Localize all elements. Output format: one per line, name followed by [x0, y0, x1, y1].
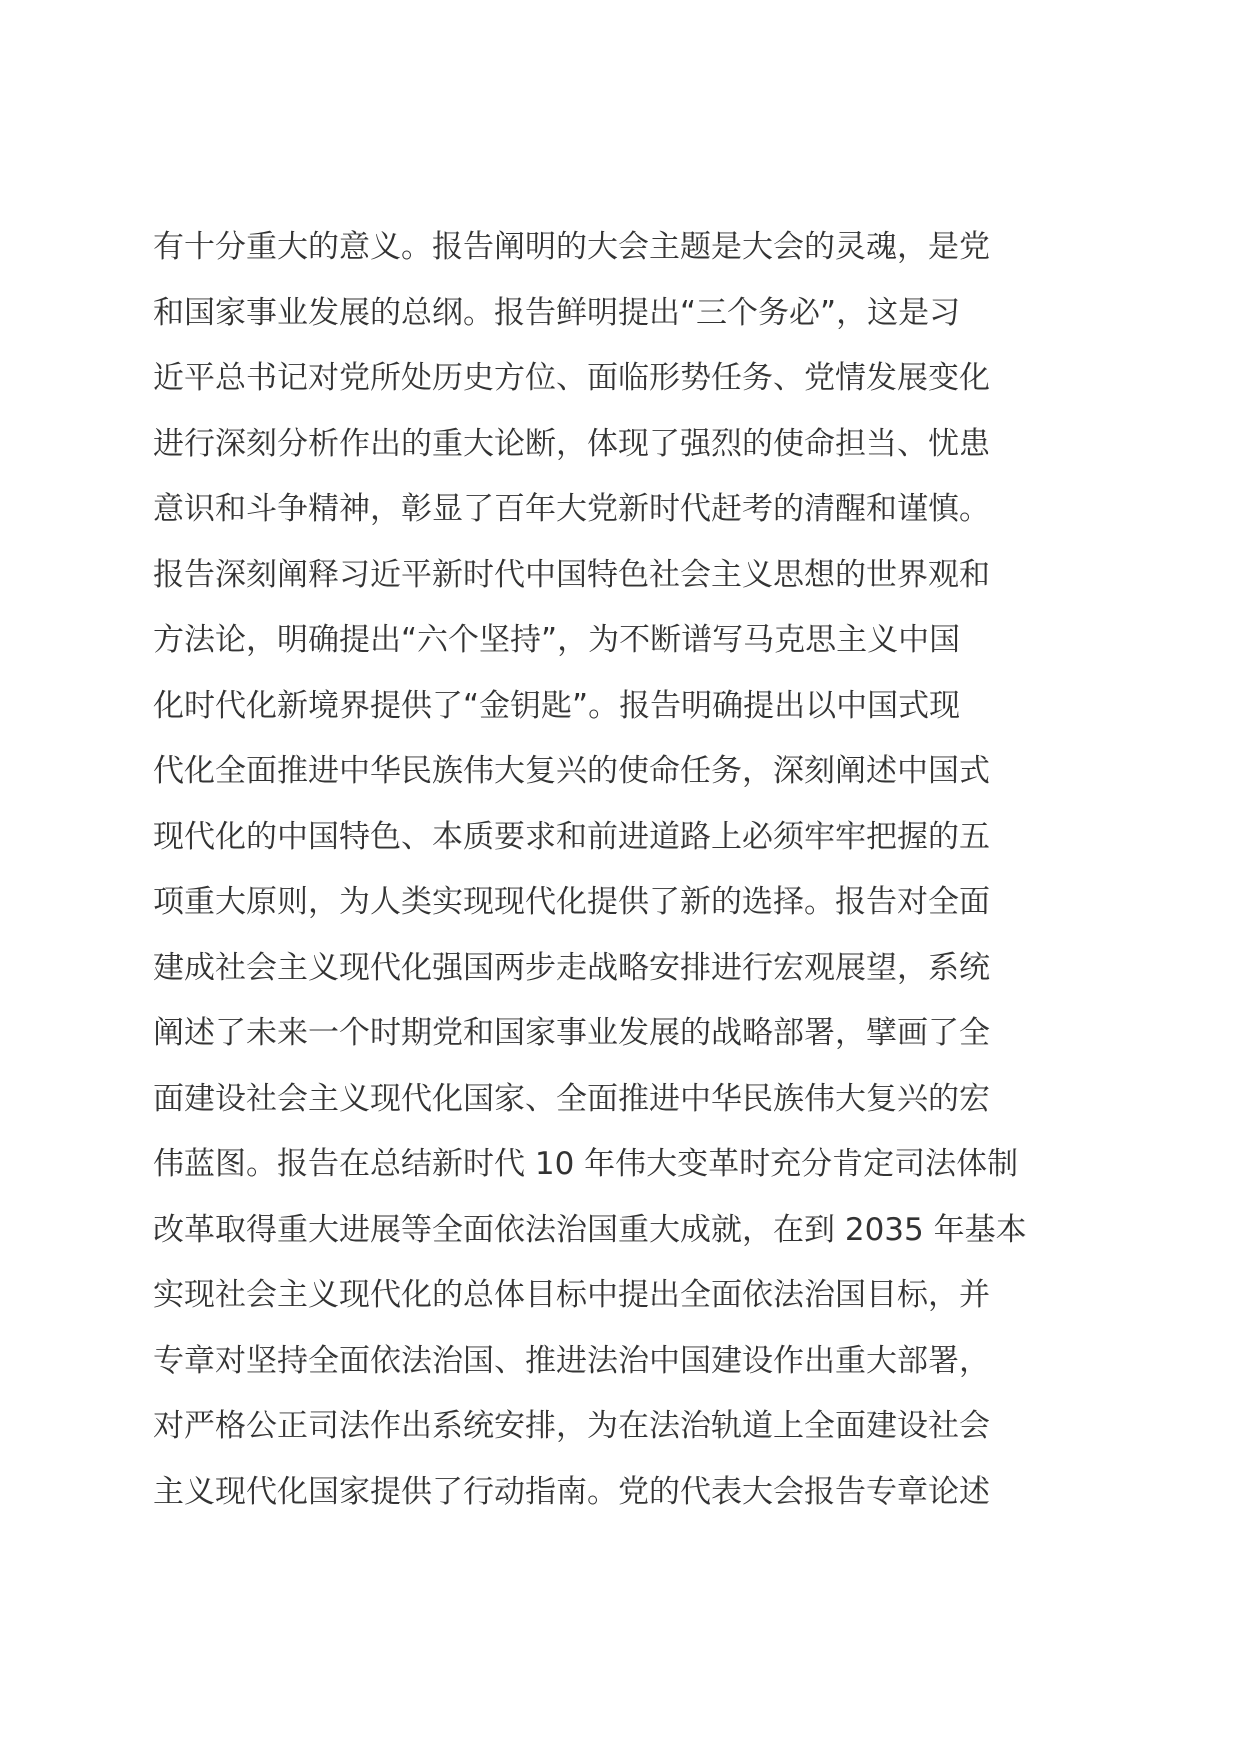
- text-line: 化时代化新境界提供了“金钥匙”。报告明确提出以中国式现: [153, 687, 961, 724]
- text-line: 面建设社会主义现代化国家、全面推进中华民族伟大复兴的宏: [153, 1080, 990, 1117]
- body-paragraph: [153, 215, 1153, 1525]
- text-line: 主义现代化国家提供了行动指南。党的代表大会报告专章论述: [153, 1473, 990, 1510]
- text-line: 和国家事业发展的总纲。报告鲜明提出“三个务必”，这是习: [153, 294, 961, 331]
- text-line: 阐述了未来一个时期党和国家事业发展的战略部署，擘画了全: [153, 1015, 990, 1051]
- text-line: 意识和斗争精神，彰显了百年大党新时代赶考的清醒和谨慎。: [153, 491, 990, 527]
- text-line: 建成社会主义现代化强国两步走战略安排进行宏观展望，系统: [153, 949, 990, 986]
- text-line: 报告深刻阐释习近平新时代中国特色社会主义思想的世界观和: [153, 556, 990, 593]
- text-line: 专章对坚持全面依法治国、推进法治中国建设作出重大部署，: [153, 1342, 990, 1379]
- text-line: 实现社会主义现代化的总体目标中提出全面依法治国目标，并: [153, 1277, 990, 1313]
- text-line: 伟蓝图。报告在总结新时代 10 年伟大变革时充分肯定司法体制: [153, 1146, 1019, 1182]
- text-line: 对严格公正司法作出系统安排，为在法治轨道上全面建设社会: [153, 1408, 990, 1444]
- text-line: 有十分重大的意义。报告阐明的大会主题是大会的灵魂，是党: [153, 229, 990, 265]
- text-line: 项重大原则，为人类实现现代化提供了新的选择。报告对全面: [153, 884, 990, 920]
- text-line: 进行深刻分析作出的重大论断，体现了强烈的使命担当、忧患: [153, 425, 990, 462]
- text-line: 改革取得重大进展等全面依法治国重大成就，在到 2035 年基本: [153, 1211, 1027, 1248]
- text-line: 近平总书记对党所处历史方位、面临形势任务、党情发展变化: [153, 360, 990, 396]
- text-line: 方法论，明确提出“六个坚持”，为不断谱写马克思主义中国: [153, 622, 961, 658]
- text-line: 代化全面推进中华民族伟大复兴的使命任务，深刻阐述中国式: [153, 753, 990, 789]
- text-line: 现代化的中国特色、本质要求和前进道路上必须牢牢把握的五: [153, 818, 990, 855]
